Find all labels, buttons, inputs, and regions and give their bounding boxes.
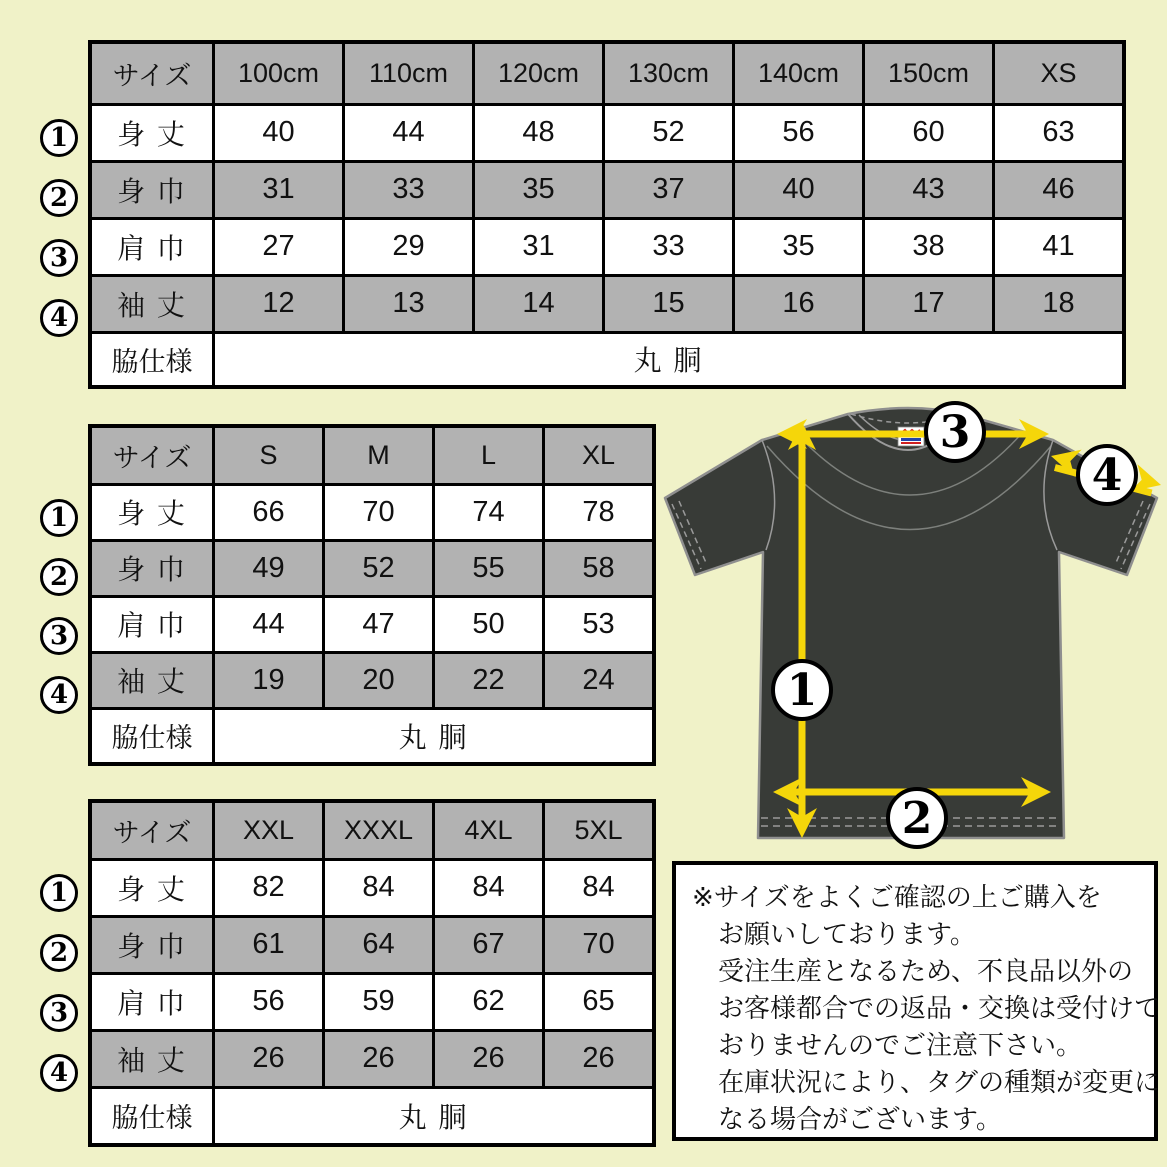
- size-value: 62: [434, 973, 544, 1030]
- size-table-s-xl-container: [88, 424, 656, 766]
- size-table-xxl-5xl-container: [88, 799, 656, 1147]
- size-table-xxl-5xl-block: [30, 799, 656, 1147]
- marker-slot: [30, 665, 88, 724]
- size-value: 58: [544, 540, 655, 596]
- column-header: 120cm: [474, 42, 604, 104]
- purchase-note-box: [672, 861, 1161, 1141]
- size-value: 56: [214, 973, 324, 1030]
- row-markers: [30, 799, 88, 1147]
- footer-value: 丸 胴: [214, 1087, 655, 1145]
- size-value: 64: [324, 916, 434, 973]
- note-line: おりませんのでご注意下さい。: [718, 1030, 1083, 1060]
- note-line: お願いしております。: [718, 919, 976, 949]
- marker-slot: [30, 606, 88, 665]
- size-value: 31: [214, 161, 344, 218]
- column-header: 110cm: [344, 42, 474, 104]
- marker-slot: [30, 983, 88, 1043]
- column-header: XXL: [214, 801, 324, 859]
- size-value: 52: [324, 540, 434, 596]
- size-value: 66: [214, 484, 324, 540]
- size-value: 24: [544, 652, 655, 708]
- footer-label: 脇仕様: [90, 1087, 214, 1145]
- marker-spacer: [30, 799, 88, 863]
- size-value: 70: [544, 916, 655, 973]
- circled-number-4: 4: [40, 1054, 78, 1092]
- column-header: サイズ: [90, 801, 214, 859]
- column-header: サイズ: [90, 426, 214, 484]
- size-table-s-xl: [88, 424, 656, 766]
- size-value: 35: [734, 218, 864, 275]
- svg-text:3: 3: [939, 407, 971, 458]
- size-table-xxl-5xl: [88, 799, 656, 1147]
- size-table-s-xl-block: [30, 424, 656, 766]
- size-value: 65: [544, 973, 655, 1030]
- size-value: 22: [434, 652, 544, 708]
- diagram-marker-1: [773, 661, 831, 719]
- column-header: S: [214, 426, 324, 484]
- tshirt-diagram: [655, 398, 1167, 876]
- size-value: 84: [324, 859, 434, 916]
- circled-number-2: 2: [40, 558, 78, 596]
- column-header: サイズ: [90, 42, 214, 104]
- size-value: 19: [214, 652, 324, 708]
- size-value: 18: [994, 275, 1125, 332]
- column-header: XXXL: [324, 801, 434, 859]
- row-label: 肩 巾: [90, 218, 214, 275]
- size-value: 26: [214, 1030, 324, 1087]
- size-table-kids-block: [30, 40, 1126, 389]
- row-label: 肩 巾: [90, 973, 214, 1030]
- size-value: 31: [474, 218, 604, 275]
- row-label: 身 丈: [90, 859, 214, 916]
- size-table-kids-container: [88, 40, 1126, 389]
- size-value: 48: [474, 104, 604, 161]
- column-header: 130cm: [604, 42, 734, 104]
- size-value: 59: [324, 973, 434, 1030]
- tshirt-diagram-svg: [655, 398, 1167, 876]
- column-header: M: [324, 426, 434, 484]
- size-value: 26: [544, 1030, 655, 1087]
- marker-slot: [30, 488, 88, 547]
- size-value: 40: [214, 104, 344, 161]
- column-header: L: [434, 426, 544, 484]
- size-value: 63: [994, 104, 1125, 161]
- size-value: 56: [734, 104, 864, 161]
- size-value: 78: [544, 484, 655, 540]
- circled-number-4: 4: [40, 299, 78, 337]
- diagram-marker-2: [888, 789, 946, 847]
- column-header: 5XL: [544, 801, 655, 859]
- size-value: 53: [544, 596, 655, 652]
- size-value: 37: [604, 161, 734, 218]
- size-value: 26: [434, 1030, 544, 1087]
- size-value: 67: [434, 916, 544, 973]
- size-value: 43: [864, 161, 994, 218]
- size-value: 61: [214, 916, 324, 973]
- size-value: 70: [324, 484, 434, 540]
- size-value: 84: [544, 859, 655, 916]
- size-value: 29: [344, 218, 474, 275]
- size-value: 84: [434, 859, 544, 916]
- circled-number-3: 3: [40, 239, 78, 277]
- note-line: 受注生産となるため、不良品以外の: [718, 956, 1133, 986]
- column-header: XS: [994, 42, 1125, 104]
- circled-number-2: 2: [40, 934, 78, 972]
- size-value: 60: [864, 104, 994, 161]
- marker-slot: [30, 1043, 88, 1103]
- size-value: 82: [214, 859, 324, 916]
- size-value: 50: [434, 596, 544, 652]
- circled-number-4: 4: [40, 676, 78, 714]
- note-line: お客様都合での返品・交換は受付けて: [718, 993, 1161, 1023]
- size-value: 47: [324, 596, 434, 652]
- size-value: 20: [324, 652, 434, 708]
- circled-number-1: 1: [40, 119, 78, 157]
- size-value: 13: [344, 275, 474, 332]
- row-markers: [30, 40, 88, 389]
- row-label: 袖 丈: [90, 275, 214, 332]
- column-header: 4XL: [434, 801, 544, 859]
- size-value: 40: [734, 161, 864, 218]
- circled-number-2: 2: [40, 179, 78, 217]
- size-value: 14: [474, 275, 604, 332]
- marker-slot: [30, 108, 88, 168]
- column-header: 150cm: [864, 42, 994, 104]
- circled-number-3: 3: [40, 617, 78, 655]
- size-value: 27: [214, 218, 344, 275]
- circled-number-1: 1: [40, 874, 78, 912]
- marker-slot: [30, 288, 88, 348]
- svg-text:1: 1: [786, 665, 818, 716]
- size-value: 46: [994, 161, 1125, 218]
- row-label: 身 巾: [90, 916, 214, 973]
- svg-text:2: 2: [901, 793, 933, 844]
- column-header: XL: [544, 426, 655, 484]
- footer-label: 脇仕様: [90, 332, 214, 387]
- size-value: 17: [864, 275, 994, 332]
- size-value: 49: [214, 540, 324, 596]
- size-value: 26: [324, 1030, 434, 1087]
- size-value: 15: [604, 275, 734, 332]
- row-label: 肩 巾: [90, 596, 214, 652]
- row-label: 身 丈: [90, 484, 214, 540]
- circled-number-1: 1: [40, 499, 78, 537]
- row-label: 身 丈: [90, 104, 214, 161]
- row-label: 袖 丈: [90, 652, 214, 708]
- marker-spacer: [30, 424, 88, 488]
- marker-slot: [30, 863, 88, 923]
- row-label: 身 巾: [90, 540, 214, 596]
- footer-value: 丸 胴: [214, 708, 655, 764]
- note-line: ※サイズをよくご確認の上ご購入を: [692, 882, 1102, 912]
- marker-slot: [30, 168, 88, 228]
- marker-slot: [30, 923, 88, 983]
- row-markers: [30, 424, 88, 766]
- marker-slot: [30, 547, 88, 606]
- note-line: 在庫状況により、タグの種類が変更に: [718, 1067, 1161, 1097]
- size-value: 41: [994, 218, 1125, 275]
- marker-spacer: [30, 40, 88, 108]
- footer-label: 脇仕様: [90, 708, 214, 764]
- size-value: 33: [344, 161, 474, 218]
- size-value: 16: [734, 275, 864, 332]
- size-table-kids: [88, 40, 1126, 389]
- diagram-marker-3: [926, 403, 984, 461]
- column-header: 100cm: [214, 42, 344, 104]
- size-value: 33: [604, 218, 734, 275]
- size-value: 44: [344, 104, 474, 161]
- size-value: 44: [214, 596, 324, 652]
- size-value: 38: [864, 218, 994, 275]
- size-value: 35: [474, 161, 604, 218]
- row-label: 身 巾: [90, 161, 214, 218]
- circled-number-3: 3: [40, 994, 78, 1032]
- diagram-marker-4: [1078, 446, 1136, 504]
- column-header: 140cm: [734, 42, 864, 104]
- note-line: なる場合がございます。: [718, 1104, 1002, 1134]
- marker-slot: [30, 228, 88, 288]
- svg-text:4: 4: [1091, 450, 1123, 501]
- footer-value: 丸 胴: [214, 332, 1125, 387]
- size-value: 55: [434, 540, 544, 596]
- size-value: 74: [434, 484, 544, 540]
- size-value: 12: [214, 275, 344, 332]
- size-value: 52: [604, 104, 734, 161]
- row-label: 袖 丈: [90, 1030, 214, 1087]
